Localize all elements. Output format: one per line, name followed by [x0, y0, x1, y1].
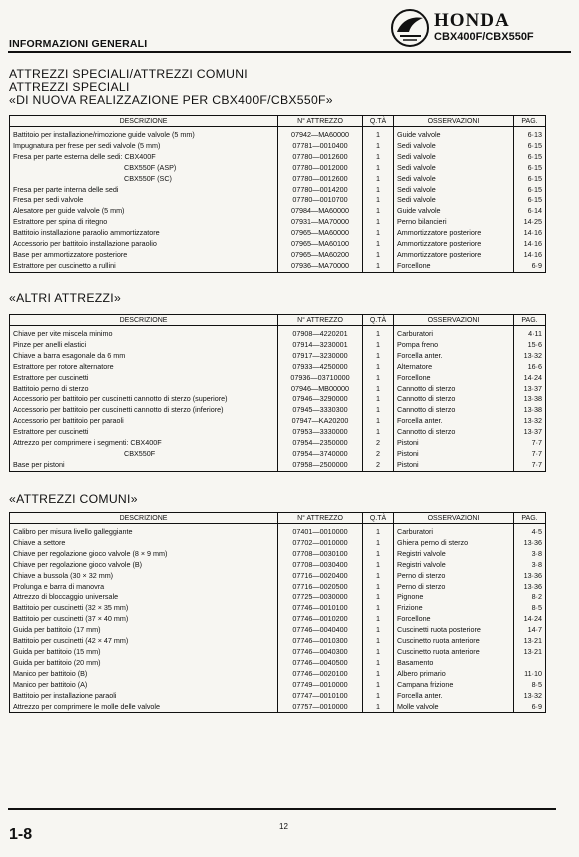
tool-notes: Forcella anter. — [394, 691, 514, 702]
col-pag: PAG. — [514, 513, 546, 524]
table-row — [10, 384, 546, 395]
tool-description: Estrattore per rotore alternatore — [10, 362, 278, 373]
tool-page: 13·37 — [514, 427, 546, 438]
tool-description: Base per ammortizzatore posteriore — [10, 250, 278, 261]
tool-description: Estrattore per cuscinetti — [10, 373, 278, 384]
tool-number: 07965—MA60200 — [278, 250, 363, 261]
tool-page: 14·24 — [514, 373, 546, 384]
table-row — [10, 127, 546, 141]
tool-number: 07747—0010100 — [278, 691, 363, 702]
tool-quantity: 1 — [363, 416, 394, 427]
tool-page: 13·32 — [514, 416, 546, 427]
tool-number: 07946—3290000 — [278, 394, 363, 405]
tool-notes: Albero primario — [394, 669, 514, 680]
tool-quantity: 1 — [363, 405, 394, 416]
tool-notes: Cannotto di sterzo — [394, 394, 514, 405]
tool-number: 07984—MA60000 — [278, 206, 363, 217]
table-row — [10, 351, 546, 362]
table-row — [10, 702, 546, 713]
tool-quantity: 1 — [363, 206, 394, 217]
tool-quantity: 1 — [363, 702, 394, 713]
tool-notes: Campana frizione — [394, 680, 514, 691]
table-row — [10, 152, 546, 163]
tool-description: Impugnatura per frese per sedi valvole (5 mm) — [10, 141, 278, 152]
tool-number: 07746—0040300 — [278, 647, 363, 658]
table-row — [10, 141, 546, 152]
tool-notes: Molle valvole — [394, 702, 514, 713]
table-row — [10, 340, 546, 351]
tool-quantity: 1 — [363, 549, 394, 560]
col-qta: Q.TÀ — [363, 116, 394, 127]
tool-number: 07933—4250000 — [278, 362, 363, 373]
table-row — [10, 261, 546, 272]
tool-number: 07936—03710000 — [278, 373, 363, 384]
tool-number: 07908—4220201 — [278, 326, 363, 340]
tool-notes: Registri valvole — [394, 549, 514, 560]
tool-page: 13·38 — [514, 394, 546, 405]
tool-quantity: 1 — [363, 625, 394, 636]
table-row — [10, 460, 546, 471]
tool-description: CBX550F (SC) — [10, 174, 278, 185]
tool-quantity: 1 — [363, 127, 394, 141]
tool-notes: Pistoni — [394, 438, 514, 449]
tool-notes: Sedi valvole — [394, 163, 514, 174]
tool-page: 13·38 — [514, 405, 546, 416]
tool-page: 14·16 — [514, 250, 546, 261]
table-row — [10, 163, 546, 174]
new-tools-title: «DI NUOVA REALIZZAZIONE PER CBX400F/CBX550F» — [9, 93, 333, 107]
tool-description: Manico per battitoio (A) — [10, 680, 278, 691]
tool-number: 07945—3330300 — [278, 405, 363, 416]
tool-notes: Guide valvole — [394, 127, 514, 141]
tool-page: 13·32 — [514, 691, 546, 702]
tool-number: 07942—MA60000 — [278, 127, 363, 141]
tool-description: Estrattore per spina di ritegno — [10, 217, 278, 228]
tool-page: 16·6 — [514, 362, 546, 373]
tool-number: 07746—0040400 — [278, 625, 363, 636]
table-row — [10, 524, 546, 538]
tool-description: Estrattore per cuscinetto a rullini — [10, 261, 278, 272]
tool-notes: Ammortizzatore posteriore — [394, 250, 514, 261]
tool-page — [514, 658, 546, 669]
tool-description: Guida per battitoio (15 mm) — [10, 647, 278, 658]
special-tools-table — [9, 115, 546, 273]
tool-description: Chiave per regolazione gioco valvole (8 × 9 mm) — [10, 549, 278, 560]
tool-notes: Frizione — [394, 603, 514, 614]
tool-description: Accessorio per battitoio per cuscinetti cannotto di sterzo (inferiore) — [10, 405, 278, 416]
tool-page: 3·8 — [514, 549, 546, 560]
tool-number: 07931—MA70000 — [278, 217, 363, 228]
tool-quantity: 1 — [363, 614, 394, 625]
table-row — [10, 250, 546, 261]
tool-number: 07702—0010000 — [278, 538, 363, 549]
tool-quantity: 1 — [363, 669, 394, 680]
tool-page: 14·7 — [514, 625, 546, 636]
table-row — [10, 206, 546, 217]
tool-description: Accessorio per battitoio installazione paraolio — [10, 239, 278, 250]
tool-number: 07958—2500000 — [278, 460, 363, 471]
tool-quantity: 1 — [363, 217, 394, 228]
tool-page: 8·2 — [514, 592, 546, 603]
tool-number: 07746—0010300 — [278, 636, 363, 647]
tool-description: Battitoio per installazione/rimozione guide valvole (5 mm) — [10, 127, 278, 141]
table-row — [10, 560, 546, 571]
tool-quantity: 2 — [363, 449, 394, 460]
tool-quantity: 1 — [363, 658, 394, 669]
col-attrezzo: N° ATTREZZO — [278, 116, 363, 127]
table-row — [10, 174, 546, 185]
tool-quantity: 1 — [363, 524, 394, 538]
tool-page: 6·9 — [514, 261, 546, 272]
tool-notes: Sedi valvole — [394, 141, 514, 152]
tool-number: 07965—MA60000 — [278, 228, 363, 239]
tool-description: Attrezzo di bloccaggio universale — [10, 592, 278, 603]
tool-notes: Cuscinetto ruota anteriore — [394, 647, 514, 658]
tool-description: CBX550F — [10, 449, 278, 460]
table-row — [10, 195, 546, 206]
section-header: INFORMAZIONI GENERALI — [9, 38, 148, 50]
tool-quantity: 1 — [363, 351, 394, 362]
tool-quantity: 2 — [363, 460, 394, 471]
table-header-row — [10, 513, 546, 524]
tool-quantity: 1 — [363, 373, 394, 384]
table-row — [10, 603, 546, 614]
tool-number: 07780—0012000 — [278, 163, 363, 174]
tool-notes: Basamento — [394, 658, 514, 669]
tool-notes: Forcella anter. — [394, 416, 514, 427]
tool-page: 14·25 — [514, 217, 546, 228]
other-tools-title: «ALTRI ATTREZZI» — [9, 291, 122, 305]
tool-notes: Perno di sterzo — [394, 582, 514, 593]
table-row — [10, 614, 546, 625]
tool-quantity: 1 — [363, 582, 394, 593]
table-row — [10, 538, 546, 549]
tool-number: 07780—0012600 — [278, 152, 363, 163]
table-row — [10, 658, 546, 669]
tool-page: 15·6 — [514, 340, 546, 351]
tool-number: 07954—2350000 — [278, 438, 363, 449]
tool-notes: Cannotto di sterzo — [394, 384, 514, 395]
tool-notes: Pompa freno — [394, 340, 514, 351]
tool-number: 07965—MA60100 — [278, 239, 363, 250]
tool-notes: Cuscinetto ruota anteriore — [394, 636, 514, 647]
other-tools-table — [9, 314, 546, 472]
col-attrezzo: N° ATTREZZO — [278, 315, 363, 326]
tool-notes: Forcellone — [394, 261, 514, 272]
tool-number: 07746—0040500 — [278, 658, 363, 669]
tool-number: 07936—MA70000 — [278, 261, 363, 272]
tool-description: Fresa per parte interna delle sedi — [10, 185, 278, 196]
tool-quantity: 1 — [363, 647, 394, 658]
tool-page: 13·36 — [514, 571, 546, 582]
tool-number: 07749—0010000 — [278, 680, 363, 691]
col-osservazioni: OSSERVAZIONI — [394, 513, 514, 524]
tool-number: 07757—0010000 — [278, 702, 363, 713]
tool-description: Guida per battitoio (17 mm) — [10, 625, 278, 636]
table-header-row — [10, 315, 546, 326]
table-row — [10, 228, 546, 239]
tool-notes: Perno bilancieri — [394, 217, 514, 228]
tool-quantity: 1 — [363, 228, 394, 239]
tool-number: 07917—3230000 — [278, 351, 363, 362]
tool-number: 07746—0010100 — [278, 603, 363, 614]
tool-quantity: 1 — [363, 185, 394, 196]
table-header-row — [10, 116, 546, 127]
tool-description: Accessorio per battitoio per cuscinetti cannotto di sterzo (superiore) — [10, 394, 278, 405]
tool-description: Battitoio perno di sterzo — [10, 384, 278, 395]
tool-description: Calibro per misura livello galleggiante — [10, 524, 278, 538]
table-row — [10, 326, 546, 340]
col-attrezzo: N° ATTREZZO — [278, 513, 363, 524]
tool-page: 7·7 — [514, 438, 546, 449]
tool-description: Base per pistoni — [10, 460, 278, 471]
tool-description: Chiave per regolazione gioco valvole (B) — [10, 560, 278, 571]
tool-quantity: 1 — [363, 538, 394, 549]
tool-description: Chiave a bussola (30 × 32 mm) — [10, 571, 278, 582]
tool-quantity: 1 — [363, 394, 394, 405]
table-row — [10, 362, 546, 373]
tool-notes: Forcellone — [394, 373, 514, 384]
tool-description: Fresa per sedi valvole — [10, 195, 278, 206]
tool-notes: Ghiera perno di sterzo — [394, 538, 514, 549]
tool-page: 13·21 — [514, 636, 546, 647]
col-descrizione: DESCRIZIONE — [10, 315, 278, 326]
tool-quantity: 1 — [363, 326, 394, 340]
tool-quantity: 2 — [363, 438, 394, 449]
tool-quantity: 1 — [363, 560, 394, 571]
tool-number: 07781—0010400 — [278, 141, 363, 152]
tool-notes: Alternatore — [394, 362, 514, 373]
table-row — [10, 394, 546, 405]
col-pag: PAG. — [514, 315, 546, 326]
table-row — [10, 185, 546, 196]
tool-number: 07401—0010000 — [278, 524, 363, 538]
tool-notes: Sedi valvole — [394, 185, 514, 196]
tool-page: 11·10 — [514, 669, 546, 680]
table-row — [10, 416, 546, 427]
tool-number: 07946—MB00000 — [278, 384, 363, 395]
tool-description: Chiave a settore — [10, 538, 278, 549]
tool-page: 6·15 — [514, 195, 546, 206]
table-row — [10, 647, 546, 658]
table-row — [10, 239, 546, 250]
table-row — [10, 449, 546, 460]
tool-description: Battitoio per cuscinetti (32 × 35 mm) — [10, 603, 278, 614]
tool-page: 13·36 — [514, 582, 546, 593]
tool-quantity: 1 — [363, 163, 394, 174]
tool-notes: Guide valvole — [394, 206, 514, 217]
tool-quantity: 1 — [363, 636, 394, 647]
tool-quantity: 1 — [363, 384, 394, 395]
tool-description: Battitoio per cuscinetti (42 × 47 mm) — [10, 636, 278, 647]
col-osservazioni: OSSERVAZIONI — [394, 116, 514, 127]
tool-number: 07914—3230001 — [278, 340, 363, 351]
table-row — [10, 549, 546, 560]
tool-quantity: 1 — [363, 239, 394, 250]
tool-description: Chiave a barra esagonale da 6 mm — [10, 351, 278, 362]
tool-page: 14·16 — [514, 228, 546, 239]
tool-description: Pinze per anelli elastici — [10, 340, 278, 351]
tool-page: 4·5 — [514, 524, 546, 538]
tool-page: 13·32 — [514, 351, 546, 362]
tool-notes: Cannotto di sterzo — [394, 427, 514, 438]
tool-notes: Sedi valvole — [394, 195, 514, 206]
brand-name: HONDA — [434, 10, 510, 31]
tool-page: 8·5 — [514, 680, 546, 691]
tool-number: 07780—0012600 — [278, 174, 363, 185]
tool-page: 7·7 — [514, 460, 546, 471]
tool-number: 07780—0010700 — [278, 195, 363, 206]
tool-page: 7·7 — [514, 449, 546, 460]
tool-notes: Registri valvole — [394, 560, 514, 571]
tool-description: Guida per battitoio (20 mm) — [10, 658, 278, 669]
table-row — [10, 427, 546, 438]
tool-page: 6·15 — [514, 163, 546, 174]
tool-quantity: 1 — [363, 174, 394, 185]
table-row — [10, 636, 546, 647]
tool-quantity: 1 — [363, 691, 394, 702]
tool-notes: Forcellone — [394, 614, 514, 625]
tool-description: Attrezzo per comprimere i segmenti: CBX400F — [10, 438, 278, 449]
table-row — [10, 582, 546, 593]
common-tools-title: «ATTREZZI COMUNI» — [9, 492, 138, 506]
tool-notes: Pignone — [394, 592, 514, 603]
tool-number: 07746—0020100 — [278, 669, 363, 680]
tool-number: 07953—3330000 — [278, 427, 363, 438]
tool-notes: Cannotto di sterzo — [394, 405, 514, 416]
tool-page: 6·9 — [514, 702, 546, 713]
tool-notes: Pistoni — [394, 449, 514, 460]
tool-quantity: 1 — [363, 152, 394, 163]
table-row — [10, 669, 546, 680]
tool-quantity: 1 — [363, 592, 394, 603]
tool-quantity: 1 — [363, 603, 394, 614]
tool-notes: Sedi valvole — [394, 174, 514, 185]
tool-quantity: 1 — [363, 427, 394, 438]
page-title: ATTREZZI SPECIALI/ATTREZZI COMUNI — [9, 67, 248, 81]
col-qta: Q.TÀ — [363, 315, 394, 326]
common-tools-table — [9, 512, 546, 713]
tool-page: 14·16 — [514, 239, 546, 250]
tool-description: Battitoio per installazione paraoli — [10, 691, 278, 702]
tool-notes: Cuscinetti ruota posteriore — [394, 625, 514, 636]
section-number: 1-8 — [9, 826, 33, 843]
tool-page: 4·11 — [514, 326, 546, 340]
tool-page: 13·21 — [514, 647, 546, 658]
tool-quantity: 1 — [363, 571, 394, 582]
tool-notes: Forcella anter. — [394, 351, 514, 362]
tool-page: 6·15 — [514, 152, 546, 163]
tool-number: 07725—0030000 — [278, 592, 363, 603]
table-row — [10, 217, 546, 228]
table-row — [10, 691, 546, 702]
tool-quantity: 1 — [363, 362, 394, 373]
tool-description: Battitoio installazione paraolio ammortizzatore — [10, 228, 278, 239]
col-osservazioni: OSSERVAZIONI — [394, 315, 514, 326]
col-descrizione: DESCRIZIONE — [10, 513, 278, 524]
model-name: CBX400F/CBX550F — [434, 31, 534, 43]
tool-description: Fresa per parte esterna delle sedi: CBX400F — [10, 152, 278, 163]
tool-notes: Ammortizzatore posteriore — [394, 228, 514, 239]
tool-number: 07708—0030100 — [278, 549, 363, 560]
col-qta: Q.TÀ — [363, 513, 394, 524]
tool-description: Accessorio per battitoio per paraoli — [10, 416, 278, 427]
tool-description: Chiave per vite miscela minimo — [10, 326, 278, 340]
tool-notes: Pistoni — [394, 460, 514, 471]
table-row — [10, 680, 546, 691]
tool-page: 6·15 — [514, 174, 546, 185]
tool-quantity: 1 — [363, 250, 394, 261]
tool-number: 07716—0020500 — [278, 582, 363, 593]
tool-page: 14·24 — [514, 614, 546, 625]
tool-page: 6·14 — [514, 206, 546, 217]
table-row — [10, 373, 546, 384]
tool-description: Manico per battitoio (B) — [10, 669, 278, 680]
tool-number: 07716—0020400 — [278, 571, 363, 582]
honda-wing-logo — [390, 8, 430, 48]
tool-description: Estrattore per cuscinetti — [10, 427, 278, 438]
tool-notes: Sedi valvole — [394, 152, 514, 163]
tool-number: 07746—0010200 — [278, 614, 363, 625]
tool-number: 07708—0030400 — [278, 560, 363, 571]
tool-quantity: 1 — [363, 340, 394, 351]
tool-page: 13·36 — [514, 538, 546, 549]
tool-quantity: 1 — [363, 195, 394, 206]
footer-rule — [8, 808, 556, 810]
special-tools-title: ATTREZZI SPECIALI — [9, 80, 130, 94]
table-row — [10, 592, 546, 603]
tool-notes: Carburatori — [394, 524, 514, 538]
table-row — [10, 438, 546, 449]
tool-page: 13·37 — [514, 384, 546, 395]
table-row — [10, 571, 546, 582]
tool-number: 07954—3740000 — [278, 449, 363, 460]
tool-description: CBX550F (ASP) — [10, 163, 278, 174]
tool-quantity: 1 — [363, 261, 394, 272]
tool-page: 8·5 — [514, 603, 546, 614]
tool-page: 6·15 — [514, 141, 546, 152]
table-row — [10, 405, 546, 416]
col-pag: PAG. — [514, 116, 546, 127]
page-number: 12 — [279, 822, 288, 831]
tool-page: 3·8 — [514, 560, 546, 571]
col-descrizione: DESCRIZIONE — [10, 116, 278, 127]
tool-notes: Perno di sterzo — [394, 571, 514, 582]
tool-description: Alesatore per guide valvole (5 mm) — [10, 206, 278, 217]
tool-description: Prolunga e barra di manovra — [10, 582, 278, 593]
tool-description: Attrezzo per comprimere le molle delle valvole — [10, 702, 278, 713]
tool-quantity: 1 — [363, 680, 394, 691]
tool-number: 07780—0014200 — [278, 185, 363, 196]
tool-notes: Carburatori — [394, 326, 514, 340]
header-rule — [8, 51, 571, 53]
table-row — [10, 625, 546, 636]
tool-page: 6·13 — [514, 127, 546, 141]
tool-quantity: 1 — [363, 141, 394, 152]
tool-page: 6·15 — [514, 185, 546, 196]
tool-number: 07947—KA20200 — [278, 416, 363, 427]
tool-description: Battitoio per cuscinetti (37 × 40 mm) — [10, 614, 278, 625]
tool-notes: Ammortizzatore posteriore — [394, 239, 514, 250]
